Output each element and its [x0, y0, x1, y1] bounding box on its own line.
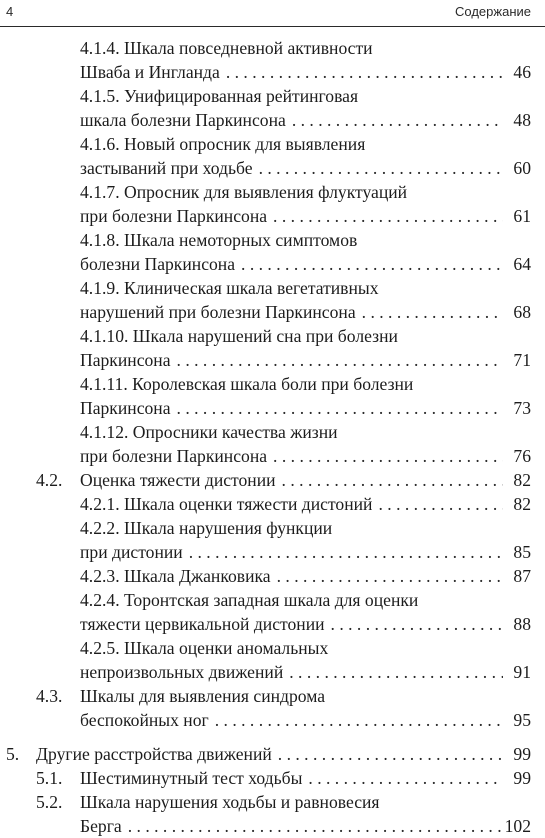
table-of-contents [0, 36, 545, 838]
toc-entry-title: при болезни Паркинсона [80, 206, 268, 226]
toc-page-number: 82 [513, 470, 531, 490]
toc-entry[interactable] [0, 468, 545, 492]
toc-entry[interactable] [0, 564, 545, 588]
dot-leader [289, 660, 503, 684]
dot-leader [292, 108, 503, 132]
toc-entry[interactable] [0, 276, 545, 324]
toc-page-number: 85 [513, 542, 531, 562]
toc-entry-title: 4.1.5. Унифицированная рейтинговая [80, 86, 359, 106]
dot-leader [189, 540, 503, 564]
toc-entry-title: при дистонии [80, 542, 183, 562]
toc-entry-title: Шестиминутный тест ходьбы [80, 768, 303, 788]
dot-leader [215, 708, 503, 732]
toc-entry[interactable] [0, 742, 545, 766]
toc-page-number: 95 [513, 710, 531, 730]
dot-leader [177, 348, 503, 372]
toc-entry[interactable] [0, 36, 545, 84]
toc-entry[interactable] [0, 372, 545, 420]
dot-leader [273, 444, 503, 468]
dot-leader [278, 742, 503, 766]
toc-page-number: 46 [513, 62, 531, 82]
toc-entry[interactable] [0, 492, 545, 516]
toc-entry-title: Шкала нарушения ходьбы и равновесия [80, 792, 380, 812]
toc-entry[interactable] [0, 180, 545, 228]
toc-entry-title: Берга [80, 816, 122, 836]
toc-entry-title: 4.2.4. Торонтская западная шкала для оценки [80, 590, 419, 610]
toc-page-number: 99 [513, 768, 531, 788]
toc-entry[interactable] [0, 132, 545, 180]
toc-entry-title: нарушений при болезни Паркинсона [80, 302, 356, 322]
toc-entry-title: застываний при ходьбе [80, 158, 253, 178]
toc-page-number: 99 [513, 744, 531, 764]
toc-entry-title: 4.1.10. Шкала нарушений сна при болезни [80, 326, 398, 346]
toc-page-number: 73 [513, 398, 531, 418]
toc-entry-title: при болезни Паркинсона [80, 446, 268, 466]
dot-leader [331, 612, 503, 636]
toc-entry[interactable] [0, 588, 545, 636]
toc-entry-title: болезни Паркинсона [80, 254, 236, 274]
toc-entry-title: 4.1.6. Новый опросник для выявления [80, 134, 366, 154]
dot-leader [273, 204, 503, 228]
toc-page-number: 64 [513, 254, 531, 274]
page-header [0, 0, 545, 27]
toc-entry[interactable] [0, 636, 545, 684]
dot-leader [308, 766, 503, 790]
toc-page-number: 68 [513, 302, 531, 322]
toc-entry[interactable] [0, 766, 545, 790]
toc-entry-title: Шваба и Ингланда [80, 62, 220, 82]
toc-entry-title: 4.1.4. Шкала повседневной активности [80, 38, 373, 58]
toc-entry[interactable] [0, 420, 545, 468]
toc-entry-title: непроизвольных движений [80, 662, 284, 682]
toc-entry-title: 4.1.9. Клиническая шкала вегетативных [80, 278, 379, 298]
dot-leader [277, 564, 503, 588]
dot-leader [226, 60, 503, 84]
toc-entry[interactable] [0, 516, 545, 564]
toc-entry-title: Другие расстройства движений [36, 744, 272, 764]
toc-entry-title: 4.1.12. Опросники качества жизни [80, 422, 338, 442]
toc-page-number: 60 [513, 158, 531, 178]
dot-leader [177, 396, 503, 420]
toc-entry-title: Шкалы для выявления синдрома [80, 686, 326, 706]
dot-leader [282, 468, 503, 492]
toc-entry-title: Паркинсона [80, 350, 171, 370]
toc-page-number: 82 [513, 494, 531, 514]
toc-entry[interactable] [0, 684, 545, 732]
dot-leader [378, 492, 503, 516]
toc-entry-title: 4.2.2. Шкала нарушения функции [80, 518, 333, 538]
running-title: Содержание [455, 4, 531, 19]
toc-page-number: 71 [513, 350, 531, 370]
toc-entry-title: 4.2.5. Шкала оценки аномальных [80, 638, 329, 658]
toc-page-number: 76 [513, 446, 531, 466]
section-gap [0, 732, 545, 742]
dot-leader [241, 252, 503, 276]
toc-entry[interactable] [0, 790, 545, 838]
dot-leader [362, 300, 503, 324]
toc-entry-title: 4.1.7. Опросник для выявления флуктуаций [80, 182, 408, 202]
toc-entry-number: 5.2. [36, 792, 63, 812]
toc-entry-title: беспокойных ног [80, 710, 209, 730]
toc-page-number: 102 [504, 816, 531, 836]
toc-entry-title: тяжести цервикальной дистонии [80, 614, 325, 634]
toc-entry-title: 4.2.1. Шкала оценки тяжести дистоний [80, 494, 373, 514]
toc-page-number: 91 [513, 662, 531, 682]
toc-entry-title: 4.1.8. Шкала немоторных симптомов [80, 230, 358, 250]
toc-page-number: 87 [513, 566, 531, 586]
toc-page-number: 61 [513, 206, 531, 226]
toc-entry-title: шкала болезни Паркинсона [80, 110, 286, 130]
toc-entry-title: Оценка тяжести дистонии [80, 470, 276, 490]
toc-entry-number: 5. [6, 744, 20, 764]
toc-entry-number: 4.3. [36, 686, 63, 706]
toc-entry-title: 4.1.11. Королевская шкала боли при болезни [80, 374, 414, 394]
toc-entry[interactable] [0, 228, 545, 276]
dot-leader [259, 156, 503, 180]
toc-entry-number: 4.2. [36, 470, 63, 490]
toc-entry-title: Паркинсона [80, 398, 171, 418]
dot-leader [128, 814, 501, 838]
toc-page-number: 88 [513, 614, 531, 634]
page-number: 4 [6, 4, 14, 19]
toc-entry-title: 4.2.3. Шкала Джанковика [80, 566, 271, 586]
toc-entry-number: 5.1. [36, 768, 63, 788]
toc-entry[interactable] [0, 84, 545, 132]
toc-entry[interactable] [0, 324, 545, 372]
toc-page-number: 48 [513, 110, 531, 130]
